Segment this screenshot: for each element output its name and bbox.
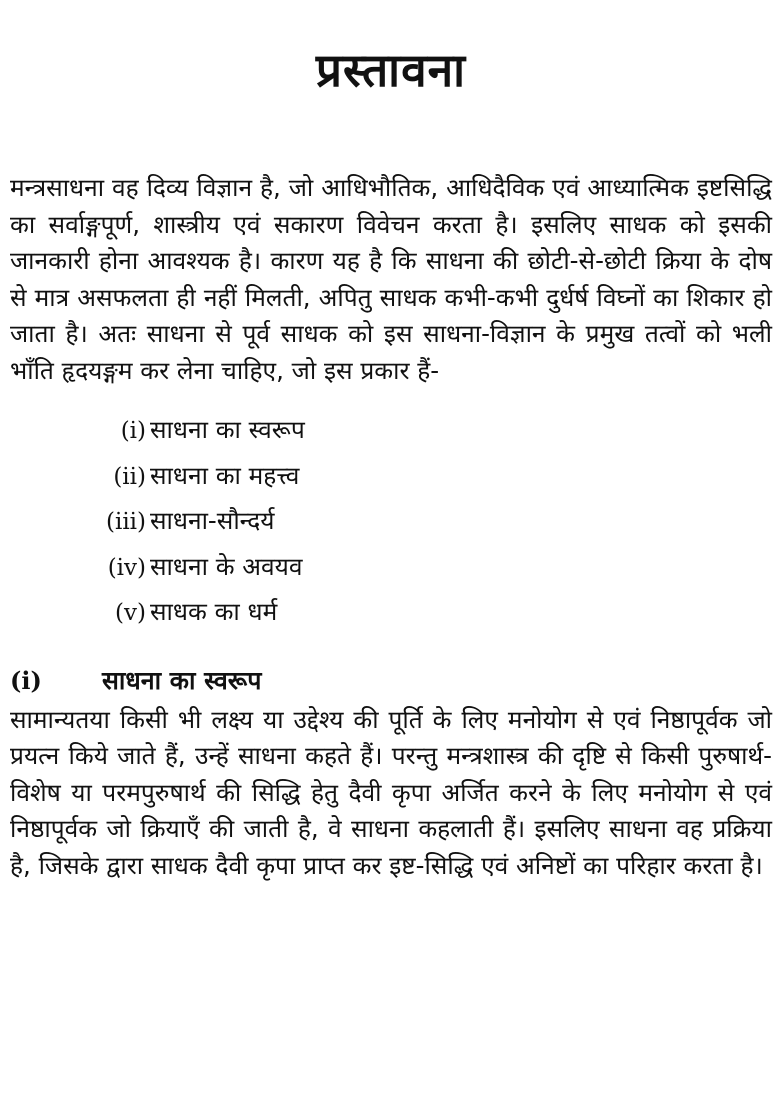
topic-list (10, 408, 772, 636)
list-item-number: (i) (120, 418, 146, 444)
list-item-text: साधना का महत्त्व (150, 460, 300, 490)
list-item-number: (iii) (105, 509, 146, 535)
list-item (10, 408, 772, 454)
list-item (10, 545, 772, 591)
list-item-text: साधना का स्वरूप (150, 415, 305, 444)
list-item-text: साधना के अवयव (150, 551, 303, 581)
list-item-number: (ii) (113, 463, 146, 490)
list-item-number: (v) (115, 600, 146, 626)
list-item (10, 590, 772, 636)
list-item (10, 499, 772, 545)
section-paragraph: सामान्यतया किसी भी लक्ष्य या उद्देश्य की पूर्ति के लिए मनोयोग से एवं निष्ठापूर्वक जो प्रयत्न किये जाते हैं, उन्हें साधना कहते हैं। परन्तु मन्त्रशास्त्र की दृष्टि से किसी पुरुषार्थ-विशेष या परमपुरुषार्थ की सिद्धि हेतु दैवी कृपा अर्जित करने के लिए मनोयोग से एवं निष्ठापूर्वक जो क्रियाएँ की जाती है, वे साधना कहलाती हैं। इसलिए साधना वह प्रक्रिया है, जिसके द्वारा साधक दैवी कृपा प्राप्त कर इष्ट-सिद्धि एवं अनिष्टों का परिहार करता है। (10, 704, 772, 880)
section-heading (10, 662, 772, 700)
page-title: प्रस्तावना (315, 43, 467, 97)
intro-paragraph: मन्त्रसाधना वह दिव्य विज्ञान है, जो आधिभौतिक, आधिदैविक एवं आध्यात्मिक इष्टसिद्धि का सर्वाङ्गपूर्ण, शास्त्रीय एवं सकारण विवेचन करता है। इसलिए साधक को इसकी जानकारी होना आवश्यक है। कारण यह है कि साधना की छोटी-से-छोटी क्रिया के दोष से मात्र असफलता ही नहीं मिलती, अपितु साधक कभी-कभी दुर्धर्ष विघ्नों का शिकार हो जाता है। अतः साधना से पूर्व साधक को इस साधना-विज्ञान के प्रमुख तत्वों को भली भाँति हृदयङ्गम कर लेना चाहिए, जो इस प्रकार हैं- (10, 173, 772, 385)
list-item-text: साधना-सौन्दर्य (150, 506, 275, 535)
list-item-text: साधक का धर्म (150, 597, 278, 626)
list-item (10, 454, 772, 500)
list-item-number: (iv) (107, 554, 146, 581)
section-title: साधना का स्वरूप (102, 665, 262, 695)
section-number: (i) (10, 665, 42, 695)
